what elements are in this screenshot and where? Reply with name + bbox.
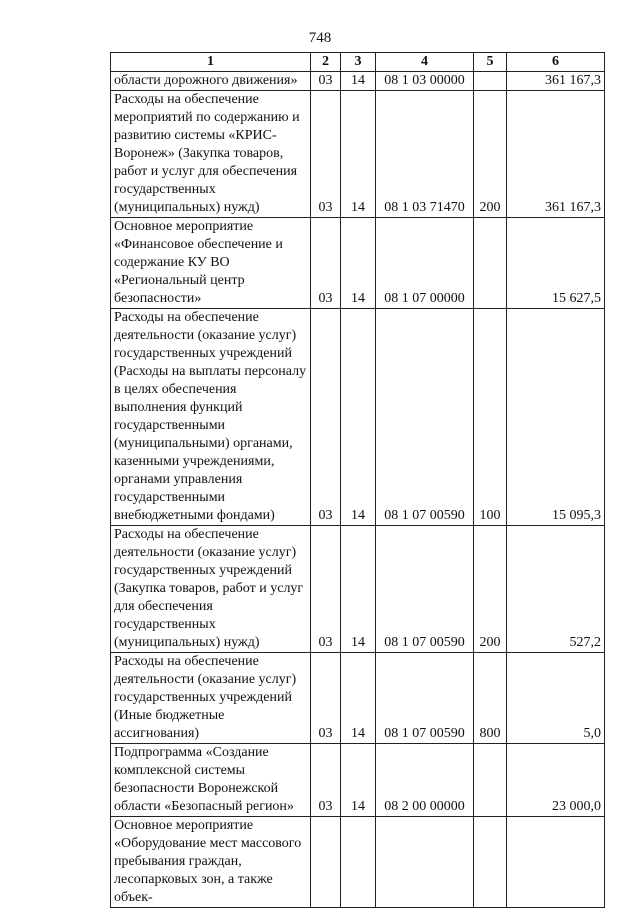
row-description: Основное мероприятие «Финансовое обеспечение и содержание КУ ВО «Региональный центр безопасности» [111, 218, 311, 309]
expense-type-code: 800 [474, 653, 507, 744]
row-description: Основное мероприятие «Оборудование мест массового пребывания граждан, лесопарковых зон, а также объек- [111, 817, 311, 908]
subsection-code: 14 [341, 72, 376, 91]
subsection-code [341, 817, 376, 908]
section-code: 03 [311, 72, 341, 91]
subsection-code: 14 [341, 309, 376, 526]
expense-type-code [474, 218, 507, 309]
expense-type-code [474, 72, 507, 91]
column-header: 4 [376, 53, 474, 72]
section-code: 03 [311, 653, 341, 744]
table-row [111, 744, 605, 817]
row-description: Расходы на обеспечение деятельности (оказание услуг) государственных учреждений (Расходы на выплаты персоналу в целях обеспечения выполнения функций государственными (муниципальными) органами, казенными учреждениями, органами управления государственными внебюджетными фондами) [111, 309, 311, 526]
section-code: 03 [311, 744, 341, 817]
table-row [111, 526, 605, 653]
row-description: области дорожного движения» [111, 72, 311, 91]
table-row [111, 218, 605, 309]
expense-type-code: 200 [474, 91, 507, 218]
subsection-code: 14 [341, 653, 376, 744]
expense-type-code: 200 [474, 526, 507, 653]
amount: 15 627,5 [507, 218, 605, 309]
table-row [111, 309, 605, 526]
column-header: 5 [474, 53, 507, 72]
row-description: Подпрограмма «Создание комплексной системы безопасности Воронежской области «Безопасный регион» [111, 744, 311, 817]
target-article-code: 08 1 07 00000 [376, 218, 474, 309]
row-description: Расходы на обеспечение деятельности (оказание услуг) государственных учреждений (Закупка товаров, работ и услуг для обеспечения государственных (муниципальных) нужд) [111, 526, 311, 653]
amount: 527,2 [507, 526, 605, 653]
amount: 361 167,3 [507, 72, 605, 91]
subsection-code: 14 [341, 744, 376, 817]
column-header: 1 [111, 53, 311, 72]
column-header: 3 [341, 53, 376, 72]
amount: 361 167,3 [507, 91, 605, 218]
budget-table [110, 52, 605, 908]
table-row [111, 653, 605, 744]
column-header: 6 [507, 53, 605, 72]
table-row [111, 817, 605, 908]
subsection-code: 14 [341, 218, 376, 309]
target-article-code: 08 1 07 00590 [376, 526, 474, 653]
section-code: 03 [311, 218, 341, 309]
subsection-code: 14 [341, 91, 376, 218]
target-article-code: 08 1 07 00590 [376, 653, 474, 744]
target-article-code: 08 1 03 71470 [376, 91, 474, 218]
amount: 5,0 [507, 653, 605, 744]
section-code: 03 [311, 91, 341, 218]
row-description: Расходы на обеспечение деятельности (оказание услуг) государственных учреждений (Иные бюджетные ассигнования) [111, 653, 311, 744]
section-code [311, 817, 341, 908]
section-code: 03 [311, 309, 341, 526]
amount: 15 095,3 [507, 309, 605, 526]
header-row [111, 53, 605, 72]
expense-type-code [474, 817, 507, 908]
page-number: 748 [308, 30, 332, 46]
target-article-code: 08 1 07 00590 [376, 309, 474, 526]
expense-type-code: 100 [474, 309, 507, 526]
table-row [111, 91, 605, 218]
target-article-code [376, 817, 474, 908]
column-header: 2 [311, 53, 341, 72]
section-code: 03 [311, 526, 341, 653]
expense-type-code [474, 744, 507, 817]
row-description: Расходы на обеспечение мероприятий по содержанию и развитию системы «КРИС-Воронеж» (Закупка товаров, работ и услуг для обеспечения государственных (муниципальных) нужд) [111, 91, 311, 218]
amount: 23 000,0 [507, 744, 605, 817]
subsection-code: 14 [341, 526, 376, 653]
target-article-code: 08 1 03 00000 [376, 72, 474, 91]
table-row [111, 72, 605, 91]
target-article-code: 08 2 00 00000 [376, 744, 474, 817]
amount [507, 817, 605, 908]
